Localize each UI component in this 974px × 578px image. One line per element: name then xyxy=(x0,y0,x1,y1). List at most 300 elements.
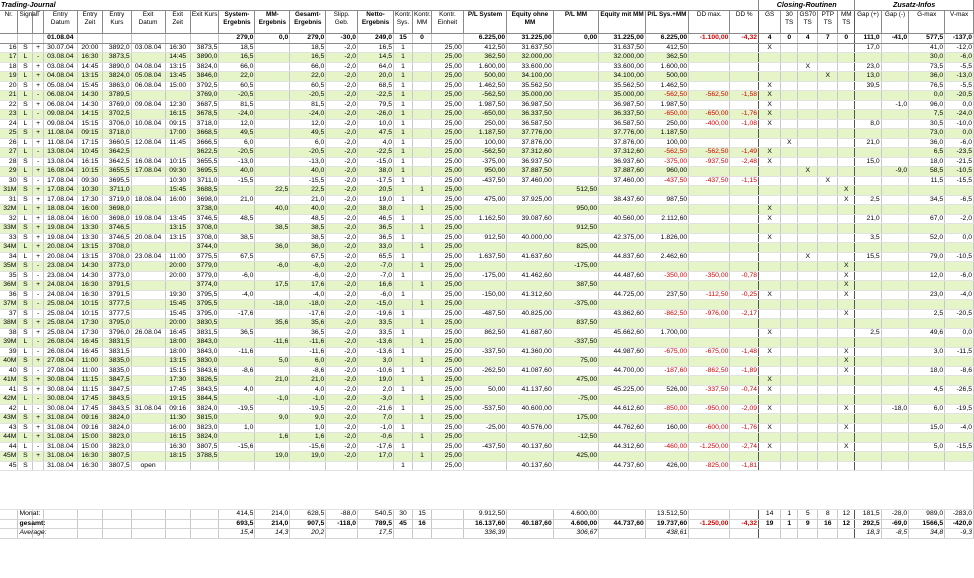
cell-v-max[interactable]: -6,0 xyxy=(945,138,974,148)
cell-nr[interactable]: 43 xyxy=(0,423,18,433)
cell-entry-kurs[interactable]: 3746,5 xyxy=(103,224,132,234)
cell-dd[interactable] xyxy=(730,452,759,462)
cell-v-max[interactable] xyxy=(945,357,974,367)
cell-p-l-system[interactable] xyxy=(463,338,506,348)
cell-p-l-mm[interactable] xyxy=(553,309,598,319)
cell-gap[interactable]: 21,0 xyxy=(855,214,881,224)
cell-exit-kurs[interactable]: 3708,0 xyxy=(190,224,219,234)
cell-mm-ergebnis[interactable] xyxy=(255,157,290,167)
cell-p-l-sys-mm[interactable] xyxy=(645,357,688,367)
cell-kontr-sys[interactable]: 1 xyxy=(394,195,413,205)
cell-kontr-sys[interactable]: 1 xyxy=(394,100,413,110)
cell-t[interactable]: - xyxy=(33,148,44,158)
cell-mm-ergebnis[interactable] xyxy=(255,233,290,243)
cell-v-max[interactable]: -21,5 xyxy=(945,157,974,167)
cell-exit-datum[interactable] xyxy=(131,53,165,63)
cell-dd[interactable] xyxy=(730,43,759,53)
cell-slipp-geb[interactable]: -2,0 xyxy=(326,100,358,110)
cell-p-l-system[interactable]: 1.600,00 xyxy=(463,62,506,72)
cell-netto-ergebnis[interactable]: 38,0 xyxy=(358,167,394,177)
cell-nr[interactable]: 27 xyxy=(0,148,18,158)
cell-ptp-ts[interactable] xyxy=(818,423,838,433)
cell-entry-datum[interactable]: 05.08.04 xyxy=(43,81,77,91)
cell-entry-zeit[interactable]: 16:45 xyxy=(77,347,102,357)
cell-mm-ergebnis[interactable] xyxy=(255,72,290,82)
cell-equity-ohne-mm[interactable]: 31.225,00 xyxy=(507,34,554,44)
cell-signal[interactable]: S xyxy=(18,224,33,234)
cell-entry-datum[interactable]: 11.08.04 xyxy=(43,138,77,148)
cell-nr[interactable]: 28 xyxy=(0,157,18,167)
cell-gap[interactable] xyxy=(881,224,909,234)
cell-exit-datum[interactable]: 04.08.04 xyxy=(131,62,165,72)
cell-entry-datum[interactable]: 24.08.04 xyxy=(43,290,77,300)
column-header-p-l-sys-mm[interactable]: P/L Sys.+MM xyxy=(645,11,688,34)
cell-p-l-mm[interactable] xyxy=(553,328,598,338)
cell-mm-ts[interactable] xyxy=(838,129,855,139)
cell-equity-mit-mm[interactable]: 37.876,00 xyxy=(599,138,646,148)
cell-gesamt-ergebnis[interactable]: 628,5 xyxy=(290,510,326,520)
cell-signal[interactable]: L xyxy=(18,91,33,101)
cell-nr[interactable]: 31M xyxy=(0,186,18,196)
cell-gap[interactable] xyxy=(881,148,909,158)
cell-gap[interactable]: 3,5 xyxy=(855,233,881,243)
cell-entry-zeit[interactable]: 16:00 xyxy=(77,214,102,224)
cell-p-l-sys-mm[interactable] xyxy=(645,414,688,424)
cell-p-l-mm[interactable]: 175,00 xyxy=(553,414,598,424)
cell-netto-ergebnis[interactable]: 65,5 xyxy=(358,252,394,262)
cell-slipp-geb[interactable]: -2,0 xyxy=(326,366,358,376)
cell-mm-ergebnis[interactable] xyxy=(255,290,290,300)
cell-kontr-mm[interactable]: 1 xyxy=(413,224,432,234)
cell-gap[interactable] xyxy=(855,300,881,310)
cell-gs70-ts[interactable]: X xyxy=(798,252,818,262)
cell-g-max[interactable]: 12,0 xyxy=(909,271,945,281)
cell-signal[interactable]: S xyxy=(18,376,33,386)
cell-gs70-ts[interactable] xyxy=(798,281,818,291)
cell-kontr-mm[interactable]: 16 xyxy=(413,519,432,529)
cell-equity-ohne-mm[interactable]: 37.887,50 xyxy=(507,167,554,177)
column-header-dd-max[interactable]: DD max. xyxy=(689,11,730,34)
cell-kontr-mm[interactable] xyxy=(413,271,432,281)
cell-30-ts[interactable] xyxy=(781,148,798,158)
cell-gs70-ts[interactable] xyxy=(798,91,818,101)
column-header-equity-mit-mm[interactable]: Equity mit MM xyxy=(599,11,646,34)
cell-entry-datum[interactable] xyxy=(43,510,77,520)
cell-system-ergebnis[interactable] xyxy=(219,338,255,348)
cell-v-max[interactable]: -20,5 xyxy=(945,309,974,319)
cell-mm-ergebnis[interactable] xyxy=(255,423,290,433)
cell-30-ts[interactable] xyxy=(781,195,798,205)
cell-30-ts[interactable] xyxy=(781,53,798,63)
cell-entry-kurs[interactable]: 3695,5 xyxy=(103,176,132,186)
cell-t[interactable]: + xyxy=(33,205,44,215)
cell-p-l-sys-mm[interactable] xyxy=(645,319,688,329)
cell-ptp-ts[interactable] xyxy=(818,91,838,101)
cell-exit-kurs[interactable]: 3779,0 xyxy=(190,262,219,272)
cell-gs[interactable]: X xyxy=(759,110,781,120)
cell-ptp-ts[interactable]: 7 xyxy=(818,34,838,44)
cell-kontr-einheit[interactable] xyxy=(432,519,464,529)
cell-equity-mit-mm[interactable]: 45.662,60 xyxy=(599,328,646,338)
cell-ptp-ts[interactable] xyxy=(818,366,838,376)
cell-v-max[interactable]: -15,5 xyxy=(945,176,974,186)
cell-gap[interactable] xyxy=(881,319,909,329)
cell-exit-zeit[interactable] xyxy=(165,148,190,158)
cell-nr[interactable]: 38 xyxy=(0,328,18,338)
cell-equity-mit-mm[interactable]: 37.776,00 xyxy=(599,129,646,139)
cell-gesamt-ergebnis[interactable]: 22,5 xyxy=(290,186,326,196)
cell-gs[interactable] xyxy=(759,53,781,63)
cell-signal[interactable]: L xyxy=(18,138,33,148)
cell-exit-datum[interactable] xyxy=(131,366,165,376)
cell-mm-ergebnis[interactable] xyxy=(255,53,290,63)
cell-equity-ohne-mm[interactable] xyxy=(507,300,554,310)
cell-p-l-system[interactable] xyxy=(463,395,506,405)
cell-gap[interactable] xyxy=(881,62,909,72)
cell-t[interactable]: + xyxy=(33,119,44,129)
cell-gap[interactable] xyxy=(881,347,909,357)
cell-entry-kurs[interactable]: 3863,0 xyxy=(103,81,132,91)
cell-signal[interactable]: Monat: xyxy=(19,510,41,517)
cell-slipp-geb[interactable]: -2,0 xyxy=(326,224,358,234)
cell-g-max[interactable] xyxy=(909,281,945,291)
cell-exit-kurs[interactable]: 3830,5 xyxy=(190,319,219,329)
cell-dd-max[interactable]: -862,50 xyxy=(689,366,730,376)
cell-equity-mit-mm[interactable]: 44.312,60 xyxy=(599,442,646,452)
cell-v-max[interactable] xyxy=(945,186,974,196)
cell-signal[interactable]: S xyxy=(18,290,33,300)
cell-p-l-mm[interactable]: 75,00 xyxy=(553,357,598,367)
column-header-exit-kurs[interactable]: Exit Kurs xyxy=(190,11,219,34)
cell-dd[interactable] xyxy=(730,243,759,253)
column-header-exit-datum[interactable]: Exit Datum xyxy=(131,11,165,34)
cell-v-max[interactable]: -12,0 xyxy=(945,43,974,53)
cell-gs[interactable]: X xyxy=(759,376,781,386)
cell-gs[interactable] xyxy=(759,414,781,424)
cell-ptp-ts[interactable] xyxy=(818,290,838,300)
cell-mm-ergebnis[interactable]: 36,0 xyxy=(255,243,290,253)
cell-equity-mit-mm[interactable] xyxy=(599,243,646,253)
cell-p-l-sys-mm[interactable]: 526,00 xyxy=(645,385,688,395)
cell-entry-kurs[interactable]: 3708,0 xyxy=(103,243,132,253)
cell-exit-zeit[interactable]: 16:30 xyxy=(165,43,190,53)
cell-equity-ohne-mm[interactable]: 40.000,00 xyxy=(507,233,554,243)
cell-gs70-ts[interactable]: 9 xyxy=(798,519,818,529)
cell-gesamt-ergebnis[interactable]: -4,0 xyxy=(290,290,326,300)
cell-kontr-mm[interactable] xyxy=(413,529,432,539)
cell-dd[interactable] xyxy=(730,233,759,243)
cell-gs[interactable] xyxy=(759,224,781,234)
cell-30-ts[interactable] xyxy=(781,167,798,177)
cell-signal[interactable]: L xyxy=(18,243,33,253)
cell-exit-zeit[interactable]: 20:00 xyxy=(165,319,190,329)
cell-system-ergebnis[interactable]: -15,6 xyxy=(219,442,255,452)
cell-exit-kurs[interactable]: 3788,5 xyxy=(190,452,219,462)
cell-p-l-sys-mm[interactable] xyxy=(645,224,688,234)
cell-slipp-geb[interactable]: -2,0 xyxy=(326,414,358,424)
cell-kontr-sys[interactable] xyxy=(394,529,413,539)
cell-gap[interactable] xyxy=(881,442,909,452)
cell-netto-ergebnis[interactable]: -7,0 xyxy=(358,262,394,272)
cell-exit-zeit[interactable]: 19:30 xyxy=(165,290,190,300)
cell-system-ergebnis[interactable]: 15,4 xyxy=(219,529,255,539)
cell-entry-datum[interactable]: 19.08.04 xyxy=(43,233,77,243)
cell-gap[interactable] xyxy=(881,81,909,91)
cell-gap[interactable] xyxy=(881,129,909,139)
cell-t[interactable]: - xyxy=(33,262,44,272)
cell-kontr-einheit[interactable] xyxy=(432,34,464,44)
cell-nr[interactable]: 31 xyxy=(0,195,18,205)
cell-netto-ergebnis[interactable]: -7,0 xyxy=(358,271,394,281)
cell-equity-mit-mm[interactable]: 38.437,60 xyxy=(599,195,646,205)
cell-p-l-sys-mm[interactable]: -862,50 xyxy=(645,309,688,319)
cell-signal[interactable]: S xyxy=(18,300,33,310)
cell-entry-zeit[interactable]: 15:00 xyxy=(77,433,102,443)
cell-netto-ergebnis[interactable]: -6,0 xyxy=(358,290,394,300)
cell-gap[interactable]: 111,0 xyxy=(855,34,881,44)
cell-entry-kurs[interactable]: 3892,0 xyxy=(103,43,132,53)
cell-gap[interactable] xyxy=(855,319,881,329)
cell-30-ts[interactable] xyxy=(781,338,798,348)
cell-exit-datum[interactable] xyxy=(131,129,165,139)
column-header-ptp-ts[interactable]: PTP TS xyxy=(818,11,838,34)
cell-exit-kurs[interactable]: 3815,0 xyxy=(190,414,219,424)
cell-entry-datum[interactable]: 04.08.04 xyxy=(43,72,77,82)
cell-gesamt-ergebnis[interactable]: 60,5 xyxy=(290,81,326,91)
cell-gesamt-ergebnis[interactable]: -19,5 xyxy=(290,404,326,414)
cell-system-ergebnis[interactable]: 40,0 xyxy=(219,167,255,177)
cell-netto-ergebnis[interactable]: -21,6 xyxy=(358,404,394,414)
cell-g-max[interactable]: 36,0 xyxy=(909,72,945,82)
cell-mm-ergebnis[interactable]: 1,6 xyxy=(255,433,290,443)
cell-gesamt-ergebnis[interactable]: 40,0 xyxy=(290,167,326,177)
cell-system-ergebnis[interactable] xyxy=(219,461,255,471)
cell-dd[interactable]: -0,78 xyxy=(730,271,759,281)
cell-exit-zeit[interactable]: 15:00 xyxy=(165,81,190,91)
cell-equity-mit-mm[interactable]: 40.560,00 xyxy=(599,214,646,224)
cell-gap[interactable] xyxy=(855,338,881,348)
cell-gs70-ts[interactable] xyxy=(798,366,818,376)
cell-exit-datum[interactable]: 05.08.04 xyxy=(131,72,165,82)
cell-kontr-mm[interactable] xyxy=(413,347,432,357)
cell-exit-kurs[interactable] xyxy=(190,510,219,520)
cell-kontr-mm[interactable] xyxy=(413,119,432,129)
cell-g-max[interactable] xyxy=(909,433,945,443)
cell-exit-datum[interactable] xyxy=(131,395,165,405)
cell-system-ergebnis[interactable] xyxy=(219,319,255,329)
cell-kontr-einheit[interactable]: 25,00 xyxy=(432,157,464,167)
cell-kontr-sys[interactable]: 1 xyxy=(394,309,413,319)
cell-entry-zeit[interactable]: 17:30 xyxy=(77,195,102,205)
cell-equity-mit-mm[interactable]: 44.612,60 xyxy=(599,404,646,414)
cell-p-l-mm[interactable]: 0,00 xyxy=(553,34,598,44)
cell-nr[interactable]: 21 xyxy=(0,91,18,101)
cell-t[interactable]: + xyxy=(33,224,44,234)
cell-netto-ergebnis[interactable]: 38,0 xyxy=(358,205,394,215)
cell-p-l-mm[interactable]: 912,50 xyxy=(553,224,598,234)
cell-exit-zeit[interactable]: 17:45 xyxy=(165,385,190,395)
cell-nr[interactable]: 45 xyxy=(0,461,18,471)
cell-entry-zeit[interactable] xyxy=(77,34,102,44)
cell-v-max[interactable] xyxy=(945,281,974,291)
cell-exit-datum[interactable] xyxy=(131,281,165,291)
cell-exit-zeit[interactable]: 13:15 xyxy=(165,357,190,367)
cell-netto-ergebnis[interactable]: 33,5 xyxy=(358,319,394,329)
cell-gap[interactable] xyxy=(881,262,909,272)
cell-exit-zeit[interactable]: 13:45 xyxy=(165,72,190,82)
cell-kontr-einheit[interactable]: 25,00 xyxy=(432,414,464,424)
cell-p-l-system[interactable]: -562,50 xyxy=(463,91,506,101)
cell-gs70-ts[interactable] xyxy=(798,262,818,272)
cell-kontr-sys[interactable]: 1 xyxy=(394,129,413,139)
cell-signal[interactable]: S xyxy=(18,309,33,319)
cell-kontr-einheit[interactable]: 25,00 xyxy=(432,167,464,177)
cell-signal[interactable]: gesamt: xyxy=(19,519,46,527)
cell-gap[interactable] xyxy=(881,233,909,243)
cell-exit-datum[interactable] xyxy=(131,385,165,395)
cell-kontr-sys[interactable]: 1 xyxy=(394,252,413,262)
cell-30-ts[interactable] xyxy=(781,461,798,471)
cell-equity-mit-mm[interactable]: 35.562,50 xyxy=(599,81,646,91)
cell-equity-ohne-mm[interactable]: 32.000,00 xyxy=(507,53,554,63)
cell-gesamt-ergebnis[interactable]: 4,0 xyxy=(290,385,326,395)
cell-gesamt-ergebnis[interactable]: 9,0 xyxy=(290,414,326,424)
cell-p-l-system[interactable]: -487,50 xyxy=(463,309,506,319)
cell-entry-datum[interactable]: 09.08.04 xyxy=(43,110,77,120)
cell-slipp-geb[interactable]: -2,0 xyxy=(326,252,358,262)
cell-entry-kurs[interactable]: 3847,5 xyxy=(103,376,132,386)
cell-p-l-system[interactable] xyxy=(463,319,506,329)
cell-mm-ergebnis[interactable] xyxy=(255,167,290,177)
cell-p-l-sys-mm[interactable] xyxy=(645,433,688,443)
cell-gap[interactable] xyxy=(881,72,909,82)
cell-netto-ergebnis[interactable]: -17,5 xyxy=(358,176,394,186)
cell-exit-kurs[interactable]: 3688,5 xyxy=(190,186,219,196)
cell-kontr-einheit[interactable]: 25,00 xyxy=(432,233,464,243)
cell-gap[interactable] xyxy=(881,243,909,253)
cell-mm-ts[interactable] xyxy=(838,319,855,329)
cell-kontr-einheit[interactable]: 25,00 xyxy=(432,81,464,91)
cell-system-ergebnis[interactable]: 414,5 xyxy=(219,510,255,520)
cell-exit-datum[interactable] xyxy=(131,452,165,462)
cell-nr[interactable]: 40M xyxy=(0,357,18,367)
cell-30-ts[interactable] xyxy=(781,62,798,72)
cell-p-l-system[interactable] xyxy=(463,205,506,215)
cell-entry-kurs[interactable]: 3807,5 xyxy=(103,461,132,471)
cell-gs70-ts[interactable]: 5 xyxy=(798,510,818,520)
cell-mm-ts[interactable]: X xyxy=(838,195,855,205)
cell-mm-ergebnis[interactable]: 17,5 xyxy=(255,281,290,291)
cell-equity-ohne-mm[interactable]: 37.460,00 xyxy=(507,176,554,186)
cell-mm-ergebnis[interactable]: 35,6 xyxy=(255,319,290,329)
cell-dd-max[interactable]: -1.250,00 xyxy=(689,519,730,529)
cell-p-l-system[interactable]: -537,50 xyxy=(463,404,506,414)
cell-exit-datum[interactable] xyxy=(131,357,165,367)
cell-kontr-sys[interactable]: 1 xyxy=(394,404,413,414)
cell-gesamt-ergebnis[interactable]: 38,5 xyxy=(290,224,326,234)
cell-entry-zeit[interactable]: 14:30 xyxy=(77,271,102,281)
cell-dd-max[interactable]: -650,00 xyxy=(689,110,730,120)
cell-kontr-mm[interactable]: 1 xyxy=(413,186,432,196)
cell-t[interactable]: + xyxy=(33,129,44,139)
cell-equity-mit-mm[interactable]: 44.700,00 xyxy=(599,366,646,376)
cell-kontr-mm[interactable]: 1 xyxy=(413,433,432,443)
cell-t[interactable]: - xyxy=(33,442,44,452)
cell-dd-max[interactable] xyxy=(689,243,730,253)
cell-gap[interactable] xyxy=(881,461,909,471)
cell-p-l-system[interactable]: 1.637,50 xyxy=(463,252,506,262)
cell-slipp-geb[interactable]: -2,0 xyxy=(326,300,358,310)
cell-p-l-sys-mm[interactable]: 438,61 xyxy=(645,529,688,539)
cell-gap[interactable]: 39,5 xyxy=(855,81,881,91)
cell-entry-zeit[interactable]: 16:15 xyxy=(77,157,102,167)
cell-slipp-geb[interactable]: -2,0 xyxy=(326,81,358,91)
cell-t[interactable]: + xyxy=(33,319,44,329)
cell-exit-zeit[interactable] xyxy=(165,281,190,291)
cell-g-max[interactable]: 96,0 xyxy=(909,100,945,110)
cell-equity-mit-mm[interactable]: 31.225,00 xyxy=(599,34,646,44)
cell-30-ts[interactable] xyxy=(781,72,798,82)
cell-gs[interactable] xyxy=(759,262,781,272)
cell-p-l-mm[interactable]: -75,00 xyxy=(553,395,598,405)
cell-kontr-mm[interactable] xyxy=(413,72,432,82)
cell-entry-datum[interactable]: 06.08.04 xyxy=(43,91,77,101)
cell-t[interactable]: + xyxy=(33,43,44,53)
cell-v-max[interactable] xyxy=(945,461,974,471)
cell-dd[interactable] xyxy=(730,72,759,82)
column-header-entry-zeit[interactable]: Entry Zeit xyxy=(77,11,102,34)
cell-gs[interactable] xyxy=(759,186,781,196)
cell-mm-ts[interactable]: 0 xyxy=(838,34,855,44)
cell-dd-max[interactable]: -350,00 xyxy=(689,271,730,281)
cell-gap[interactable] xyxy=(855,91,881,101)
cell-t[interactable]: + xyxy=(33,72,44,82)
cell-t[interactable]: + xyxy=(33,195,44,205)
cell-signal[interactable]: S xyxy=(18,366,33,376)
cell-p-l-mm[interactable]: -175,00 xyxy=(553,262,598,272)
cell-30-ts[interactable] xyxy=(781,414,798,424)
cell-mm-ergebnis[interactable] xyxy=(255,366,290,376)
cell-dd-max[interactable] xyxy=(689,262,730,272)
cell-gap[interactable] xyxy=(855,129,881,139)
column-header-gap[interactable]: Gap (-) xyxy=(881,11,909,34)
cell-netto-ergebnis[interactable]: 10,0 xyxy=(358,119,394,129)
cell-kontr-mm[interactable] xyxy=(413,252,432,262)
cell-dd[interactable] xyxy=(730,319,759,329)
cell-entry-kurs[interactable]: 3708,0 xyxy=(103,252,132,262)
cell-mm-ts[interactable] xyxy=(838,100,855,110)
cell-dd[interactable] xyxy=(730,129,759,139)
cell-30-ts[interactable] xyxy=(781,271,798,281)
cell-gap[interactable]: -18,0 xyxy=(881,404,909,414)
cell-mm-ts[interactable] xyxy=(838,328,855,338)
cell-30-ts[interactable]: 0 xyxy=(781,34,798,44)
cell-v-max[interactable]: -8,6 xyxy=(945,366,974,376)
cell-exit-datum[interactable]: open xyxy=(131,461,165,471)
cell-kontr-sys[interactable]: 1 xyxy=(394,148,413,158)
cell-dd-max[interactable] xyxy=(689,129,730,139)
cell-equity-ohne-mm[interactable]: 40.825,00 xyxy=(507,309,554,319)
cell-nr[interactable]: 36M xyxy=(0,281,18,291)
cell-nr[interactable]: 17 xyxy=(0,53,18,63)
cell-nr[interactable]: 18 xyxy=(0,62,18,72)
cell-kontr-sys[interactable]: 45 xyxy=(394,519,413,529)
cell-30-ts[interactable] xyxy=(781,300,798,310)
cell-equity-mit-mm[interactable] xyxy=(599,186,646,196)
cell-dd-max[interactable]: -1.250,00 xyxy=(689,442,730,452)
cell-t[interactable]: - xyxy=(33,110,44,120)
cell-entry-zeit[interactable]: 13:30 xyxy=(77,233,102,243)
